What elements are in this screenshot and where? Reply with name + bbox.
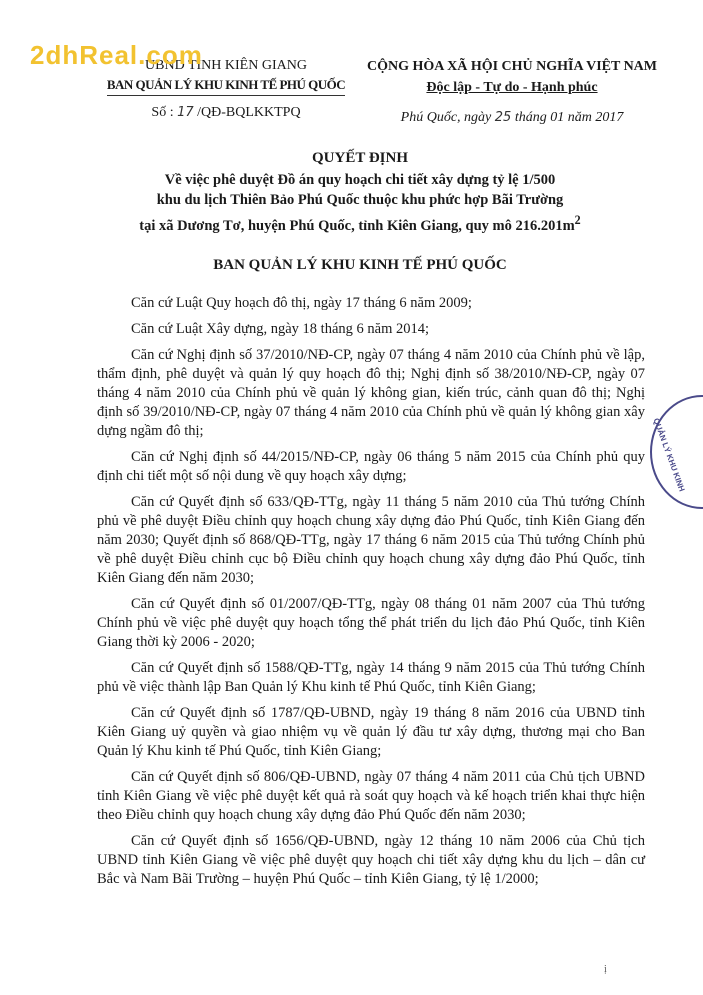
page-mark: ị bbox=[604, 964, 607, 975]
legal-basis-paragraph: Căn cứ Nghị định số 37/2010/NĐ-CP, ngày 07 tháng 4 năm 2010 của Chính phủ về lập, thẩm định, phê duyệt và quản lý quy hoạch đô thị; Nghị định số 38/2010/NĐ-CP, ngày 07 tháng 4 năm 2010 của Chính phủ về quản lý không gian, kiến trúc, cảnh quan đô thị; Nghị định số 39/2010/NĐ-CP, ngày 07 tháng 4 năm 2010 của Chính phủ về quản lý không gian xây dựng ngầm đô thị; bbox=[97, 347, 645, 439]
decision-subject-line3 bbox=[100, 210, 620, 236]
issuer-province: UBND TỈNH KIÊN GIANG bbox=[145, 58, 307, 73]
issuer-agency: BAN QUẢN LÝ KHU KINH TẾ PHÚ QUỐC bbox=[107, 75, 345, 96]
legal-basis-paragraph: Căn cứ Nghị định số 44/2015/NĐ-CP, ngày 06 tháng 5 năm 2015 của Chính phủ quy định chi tiết một số nội dung về quy hoạch xây dựng; bbox=[97, 449, 645, 484]
legal-basis-paragraph: Căn cứ Luật Quy hoạch đô thị, ngày 17 tháng 6 năm 2009; bbox=[131, 295, 472, 311]
national-motto: Độc lập - Tự do - Hạnh phúc bbox=[426, 80, 598, 95]
legal-basis-paragraph: Căn cứ Quyết định số 1787/QĐ-UBND, ngày 19 tháng 8 năm 2016 của UBND tỉnh Kiên Giang uỷ quyền và giao nhiệm vụ về quản lý đầu tư xây dựng, thương mại cho Ban Quản lý Khu kinh tế Phú Quốc, tỉnh Kiên Giang; bbox=[97, 705, 645, 759]
area-unit-superscript: 2 bbox=[574, 213, 581, 227]
watermark-logo: 2dhReal.com bbox=[30, 40, 203, 70]
decision-subject-line1: Về việc phê duyệt Đồ án quy hoạch chi tiết xây dựng tỷ lệ 1/500 bbox=[164, 172, 556, 188]
official-seal bbox=[650, 395, 703, 509]
document-number-code: /QĐ-BQLKKTPQ bbox=[197, 105, 301, 120]
date-prefix: Phú Quốc, ngày bbox=[400, 110, 492, 125]
legal-basis-paragraph: Căn cứ Quyết định số 633/QĐ-TTg, ngày 11 tháng 5 năm 2010 của Thủ tướng Chính phủ về phê duyệt Điều chỉnh quy hoạch chung xây dựng đảo Phú Quốc, tỉnh Kiên Giang đến năm 2030; Quyết định số 868/QĐ-TTg, ngày 17 tháng 6 năm 2015 của Thủ tướng Chính phủ về phê duyệt Điều chỉnh cục bộ Điều chỉnh quy hoạch chung xây dựng đảo Phú Quốc, tỉnh Kiên Giang đến năm 2030; bbox=[97, 494, 645, 586]
date-day-handwritten: 25 bbox=[494, 110, 512, 125]
legal-basis-paragraph: Căn cứ Quyết định số 1656/QĐ-UBND, ngày 12 tháng 10 năm 2006 của Chủ tịch UBND tỉnh Kiên Giang về việc phê duyệt quy hoạch chi tiết xây dựng khu du lịch – dân cư Bắc và Nam Bãi Trường – huyện Phú Quốc – tỉnh Kiên Giang, tỷ lệ 1/2000; bbox=[97, 833, 645, 887]
decision-subject-line3-text: tại xã Dương Tơ, huyện Phú Quốc, tỉnh Kiên Giang, quy mô 216.201m bbox=[139, 217, 575, 234]
national-title: CỘNG HÒA XÃ HỘI CHỦ NGHĨA VIỆT NAM bbox=[366, 59, 657, 74]
document-number bbox=[95, 103, 357, 122]
date-suffix: tháng 01 năm 2017 bbox=[514, 110, 624, 125]
issuing-authority: BAN QUẢN LÝ KHU KINH TẾ PHÚ QUỐC bbox=[213, 257, 507, 273]
decision-heading: QUYẾT ĐỊNH bbox=[312, 150, 408, 166]
document-number-label: Số : bbox=[151, 105, 174, 120]
legal-basis-paragraph: Căn cứ Quyết định số 01/2007/QĐ-TTg, ngày 08 tháng 01 năm 2007 của Thủ tướng Chính phủ về việc phê duyệt quy hoạch tổng thể phát triển du lịch đảo Phú Quốc, tỉnh Kiên Giang thời kỳ 2006 - 2020; bbox=[97, 596, 645, 650]
seal-text: QUẢN LÝ KHU KINH bbox=[651, 417, 687, 493]
document-date bbox=[362, 107, 662, 128]
decision-title bbox=[100, 148, 620, 236]
legal-bases bbox=[97, 294, 645, 896]
legal-basis-paragraph: Căn cứ Quyết định số 806/QĐ-UBND, ngày 07 tháng 4 năm 2011 của Chủ tịch UBND tỉnh Kiên Giang về việc phê duyệt kết quả rà soát quy hoạch và kế hoạch triển khai thực hiện theo Điều chỉnh quy hoạch chung xây dựng đảo Phú Quốc đến năm 2030; bbox=[97, 769, 645, 823]
legal-basis-paragraph: Căn cứ Quyết định số 1588/QĐ-TTg, ngày 14 tháng 9 năm 2015 của Thủ tướng Chính phủ về việc thành lập Ban Quản lý Khu kinh tế Phú Quốc, tỉnh Kiên Giang; bbox=[97, 660, 645, 695]
decision-subject-line2: khu du lịch Thiên Bảo Phú Quốc thuộc khu phức hợp Bãi Trường bbox=[156, 192, 564, 208]
national-block bbox=[362, 56, 662, 128]
legal-basis-paragraph: Căn cứ Luật Xây dựng, ngày 18 tháng 6 năm 2014; bbox=[131, 321, 430, 337]
document-number-handwritten: 17 bbox=[177, 105, 194, 120]
